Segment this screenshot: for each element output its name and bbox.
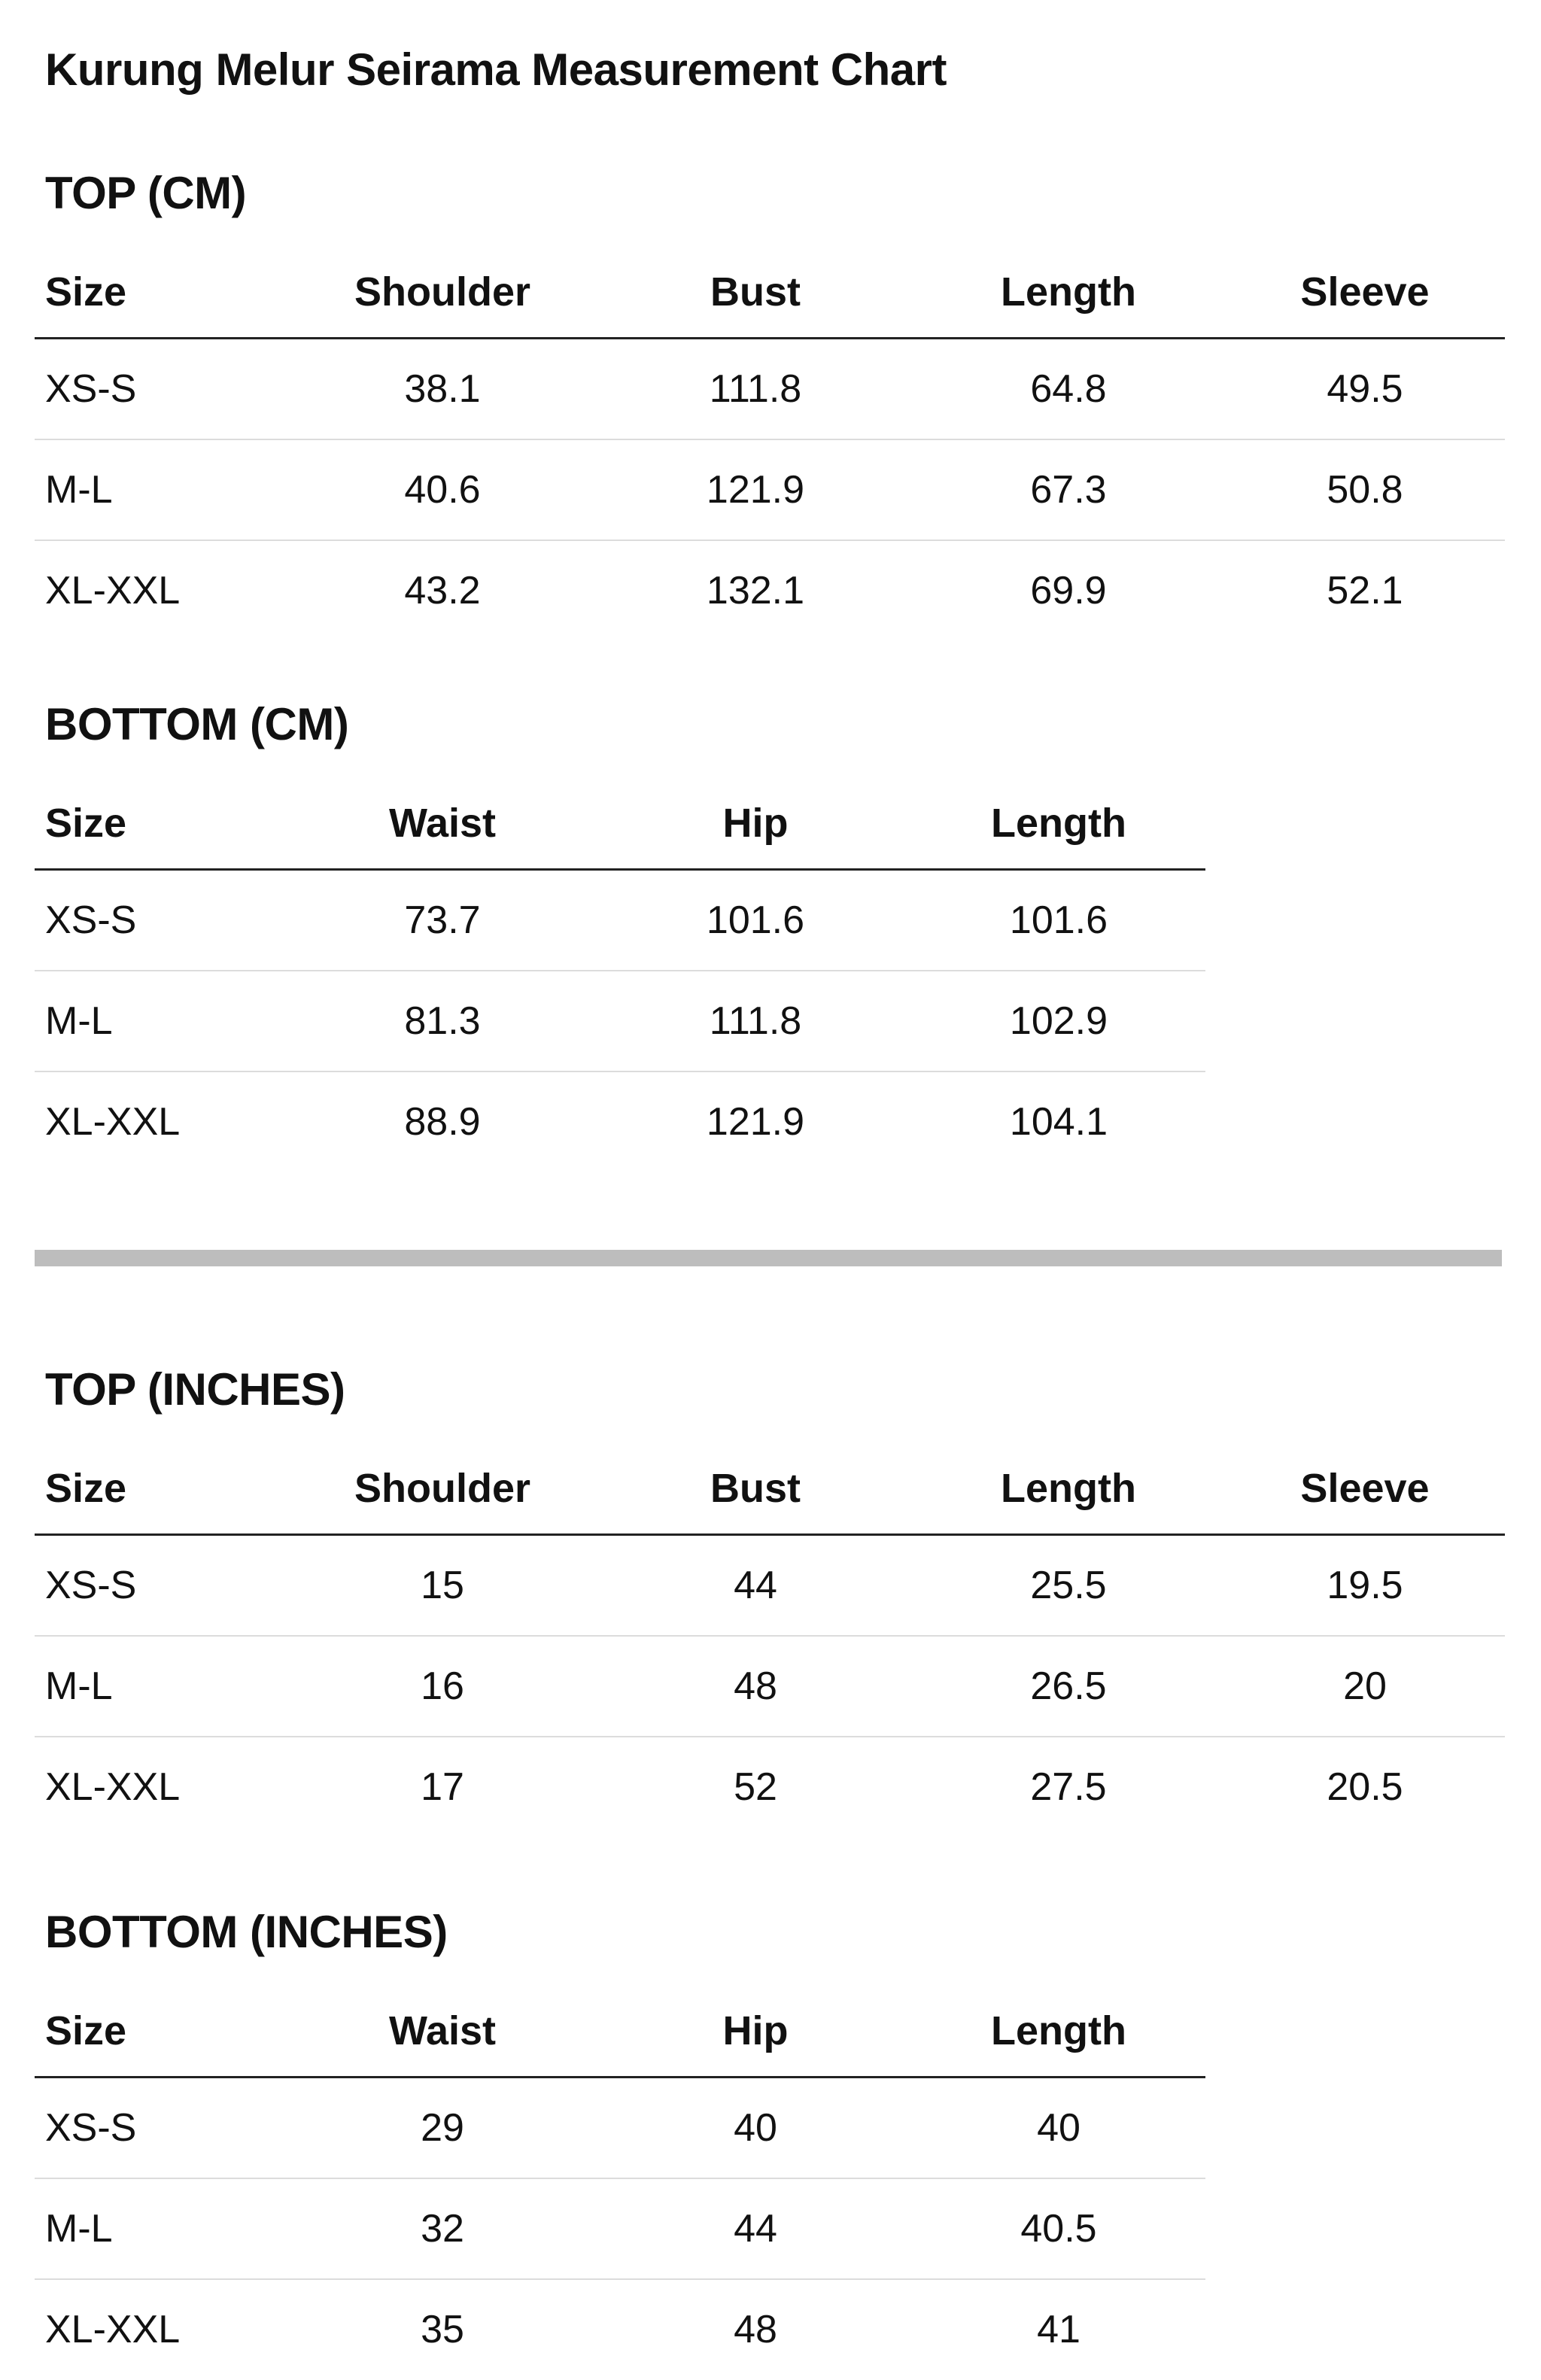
page-title: Kurung Melur Seirama Measurement Chart [45,44,947,95]
top-cm-table [35,247,1505,640]
shoulder-cell: 15 [286,1535,599,1637]
bottom-cm-table [35,778,1205,1172]
shoulder-cell: 17 [421,1765,464,1809]
length-cell: 27.5 [1030,1765,1107,1809]
table-row [35,1071,1205,1172]
length-cell: 25.5 [912,1535,1225,1637]
bottom-inches-table [35,1986,1205,2379]
table-header-row [35,1986,1205,2078]
top-inches-table [35,1443,1505,1837]
hip-cell: 40 [599,2078,912,2179]
hip-cell: 44 [599,2178,912,2279]
length-cell: 67.3 [912,439,1225,540]
length-cell: 26.5 [912,1636,1225,1737]
bust-cell: 132.1 [706,569,805,612]
column-header-hip: Hip [599,778,912,870]
length-cell: 102.9 [912,971,1205,1071]
size-cell: M-L [35,971,286,1071]
sleeve-cell: 20 [1225,1636,1505,1737]
waist-cell: 88.9 [404,1100,481,1144]
sleeve-cell: 19.5 [1225,1535,1505,1637]
bust-cell: 44 [599,1535,912,1637]
column-header-length: Length [912,247,1225,339]
length-cell: 101.6 [912,870,1205,971]
waist-cell: 29 [286,2078,599,2179]
column-header-waist: Waist [286,778,599,870]
table-header-row [35,778,1205,870]
bust-cell: 48 [599,1636,912,1737]
table-header-row [35,247,1505,339]
waist-cell: 73.7 [286,870,599,971]
size-cell: XS-S [35,1535,286,1637]
hip-cell: 121.9 [706,1100,805,1144]
column-header-length: Length [912,1986,1205,2078]
size-cell: XL-XXL [45,569,181,612]
size-cell: XS-S [35,339,286,440]
size-cell: XL-XXL [45,2308,181,2351]
column-header-shoulder: Shoulder [286,247,599,339]
hip-cell: 111.8 [599,971,912,1071]
sleeve-cell: 50.8 [1225,439,1505,540]
table-row [35,971,1205,1071]
top-cm-heading: TOP (CM) [45,168,247,218]
hip-cell: 101.6 [599,870,912,971]
length-cell: 69.9 [1030,569,1107,612]
table-row [35,1535,1505,1637]
waist-cell: 35 [421,2308,464,2351]
column-header-size: Size [35,247,286,339]
sleeve-cell: 20.5 [1327,1765,1403,1809]
top-inches-heading: TOP (INCHES) [45,1364,345,1415]
hip-cell: 48 [734,2308,777,2351]
shoulder-cell: 38.1 [286,339,599,440]
length-cell: 40.5 [912,2178,1205,2279]
column-header-shoulder: Shoulder [286,1443,599,1535]
length-cell: 64.8 [912,339,1225,440]
column-header-bust: Bust [599,247,912,339]
waist-cell: 32 [286,2178,599,2279]
length-cell: 104.1 [1009,1100,1108,1144]
bottom-inches-heading: BOTTOM (INCHES) [45,1907,448,1957]
table-row [35,339,1505,440]
waist-cell: 81.3 [286,971,599,1071]
column-header-bust: Bust [599,1443,912,1535]
size-cell: XL-XXL [45,1765,181,1809]
column-header-size: Size [35,1986,286,2078]
table-row [35,2178,1205,2279]
column-header-size: Size [35,778,286,870]
column-header-length: Length [912,778,1205,870]
size-cell: XL-XXL [45,1100,181,1144]
table-row [35,2279,1205,2379]
size-cell: M-L [35,439,286,540]
length-cell: 41 [1037,2308,1081,2351]
size-cell: M-L [35,1636,286,1737]
table-row [35,540,1505,640]
shoulder-cell: 43.2 [404,569,481,612]
bust-cell: 52 [734,1765,777,1809]
table-header-row [35,1443,1505,1535]
table-row [35,870,1205,971]
table-row [35,439,1505,540]
table-row [35,2078,1205,2179]
bottom-cm-heading: BOTTOM (CM) [45,699,349,749]
size-cell: XS-S [35,2078,286,2179]
size-cell: XS-S [35,870,286,971]
column-header-size: Size [35,1443,286,1535]
table-row [35,1636,1505,1737]
column-header-length: Length [912,1443,1225,1535]
section-divider [35,1250,1502,1266]
column-header-waist: Waist [286,1986,599,2078]
column-header-sleeve: Sleeve [1225,1443,1505,1535]
table-row [35,1737,1505,1837]
bust-cell: 121.9 [599,439,912,540]
sleeve-cell: 49.5 [1225,339,1505,440]
bust-cell: 111.8 [599,339,912,440]
shoulder-cell: 16 [286,1636,599,1737]
sleeve-cell: 52.1 [1327,569,1403,612]
shoulder-cell: 40.6 [286,439,599,540]
column-header-sleeve: Sleeve [1225,247,1505,339]
length-cell: 40 [912,2078,1205,2179]
column-header-hip: Hip [599,1986,912,2078]
size-cell: M-L [35,2178,286,2279]
